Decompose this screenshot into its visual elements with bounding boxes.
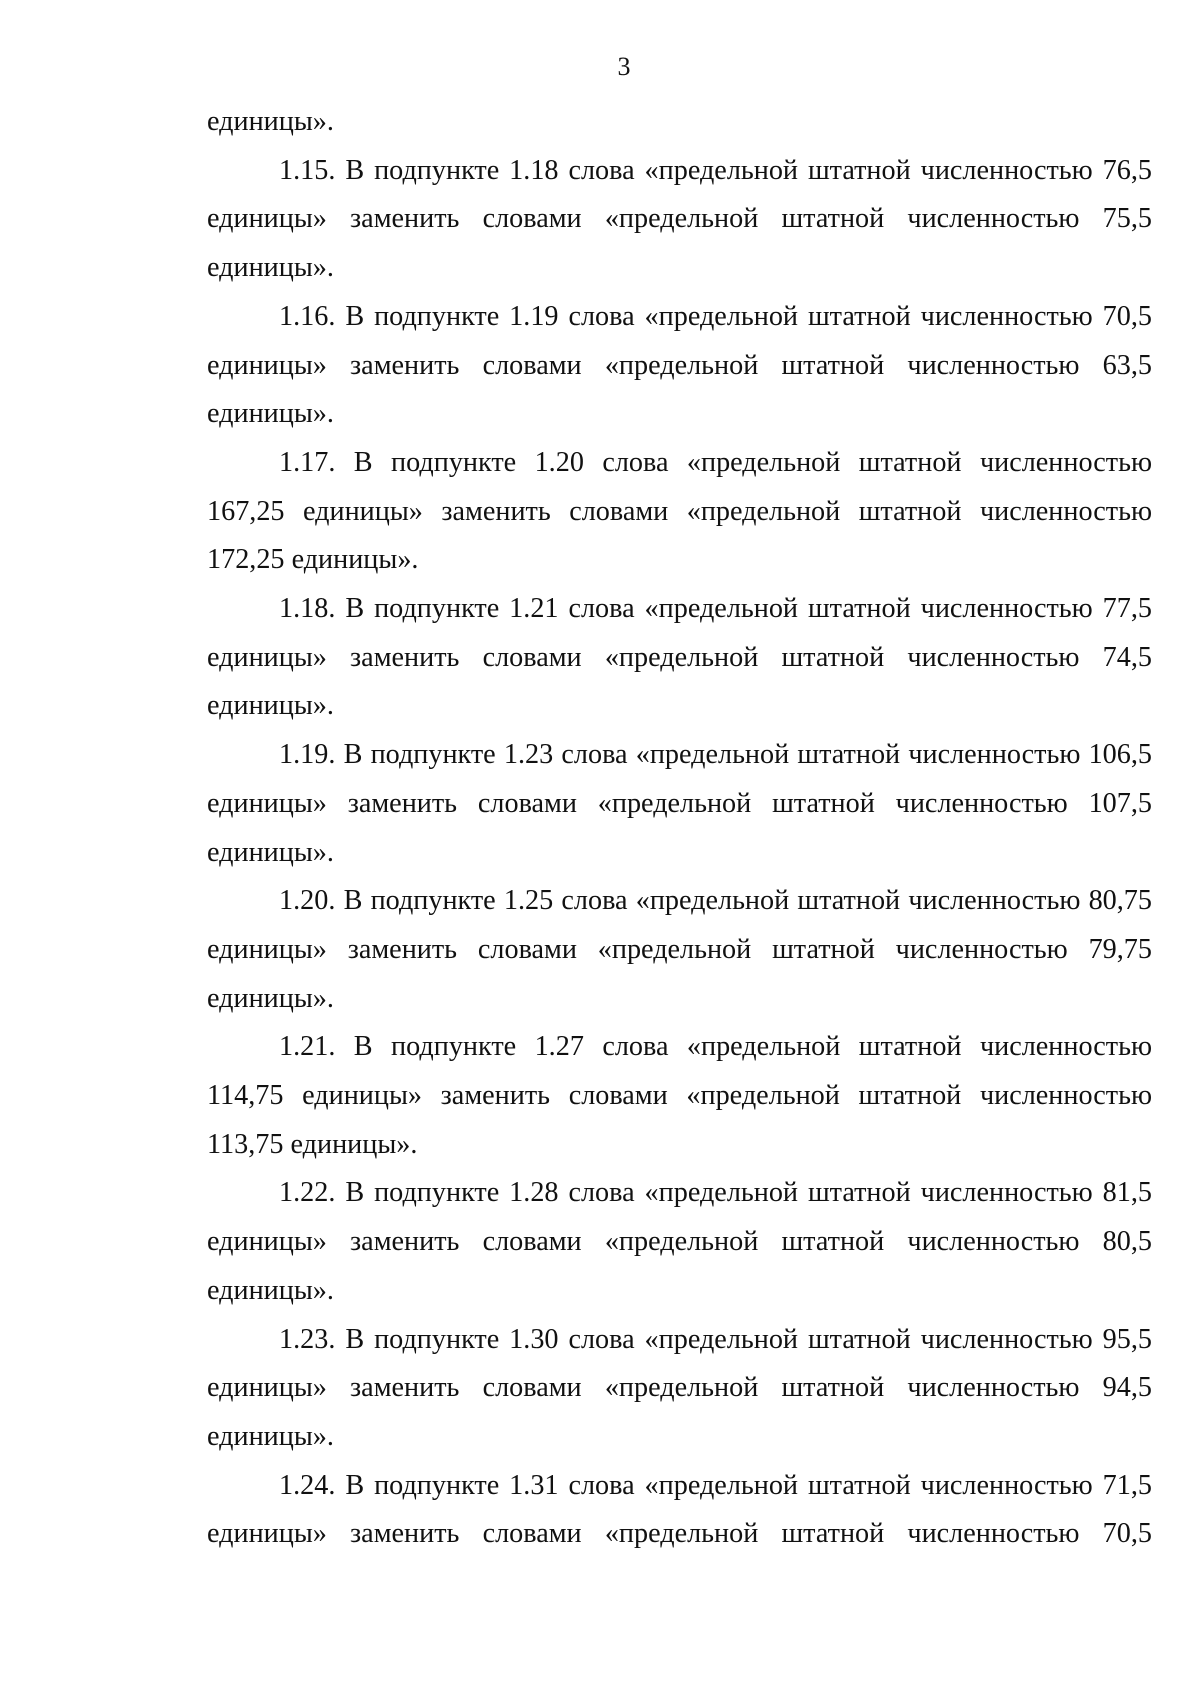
- page-number: 3: [617, 52, 631, 81]
- paragraph-1-18: 1.18. В подпункте 1.21 слова «предельной штатной численностью 77,5 единицы» заменить словами «предельной штатной численностью 74,5 единицы».: [207, 593, 1152, 722]
- paragraph-1-19: 1.19. В подпункте 1.23 слова «предельной штатной численностью 106,5 единицы» заменить словами «предельной штатной численностью 107,5 единицы».: [207, 739, 1152, 868]
- paragraph-1-16: 1.16. В подпункте 1.19 слова «предельной штатной численностью 70,5 единицы» заменить словами «предельной штатной численностью 63,5 единицы».: [207, 300, 1152, 430]
- paragraph-1-21: 1.21. В подпункте 1.27 слова «предельной штатной численностью 114,75 единицы» заменить словами «предельной штатной численностью 113,75 единицы».: [207, 1031, 1152, 1160]
- continuation-line: единицы».: [207, 106, 334, 137]
- paragraph-1-24: 1.24. В подпункте 1.31 слова «предельной штатной численностью 71,5 единицы» заменить словами «предельной штатной численностью 70,5: [207, 1469, 1152, 1550]
- paragraph-1-23: 1.23. В подпункте 1.30 слова «предельной штатной численностью 95,5 единицы» заменить словами «предельной штатной численностью 94,5 единицы».: [207, 1323, 1152, 1452]
- paragraph-1-17: 1.17. В подпункте 1.20 слова «предельной штатной численностью 167,25 единицы» заменить словами «предельной штатной численностью 172,25 единицы».: [207, 446, 1152, 576]
- paragraph-1-15: 1.15. В подпункте 1.18 слова «предельной штатной численностью 76,5 единицы» заменить словами «предельной штатной численностью 75,5 единицы».: [207, 154, 1152, 284]
- document-body: [207, 98, 1152, 1559]
- paragraph-1-20: 1.20. В подпункте 1.25 слова «предельной штатной численностью 80,75 единицы» заменить словами «предельной штатной численностью 79,75 единицы».: [207, 885, 1152, 1014]
- paragraph-1-22: 1.22. В подпункте 1.28 слова «предельной штатной численностью 81,5 единицы» заменить словами «предельной штатной численностью 80,5 единицы».: [207, 1177, 1152, 1306]
